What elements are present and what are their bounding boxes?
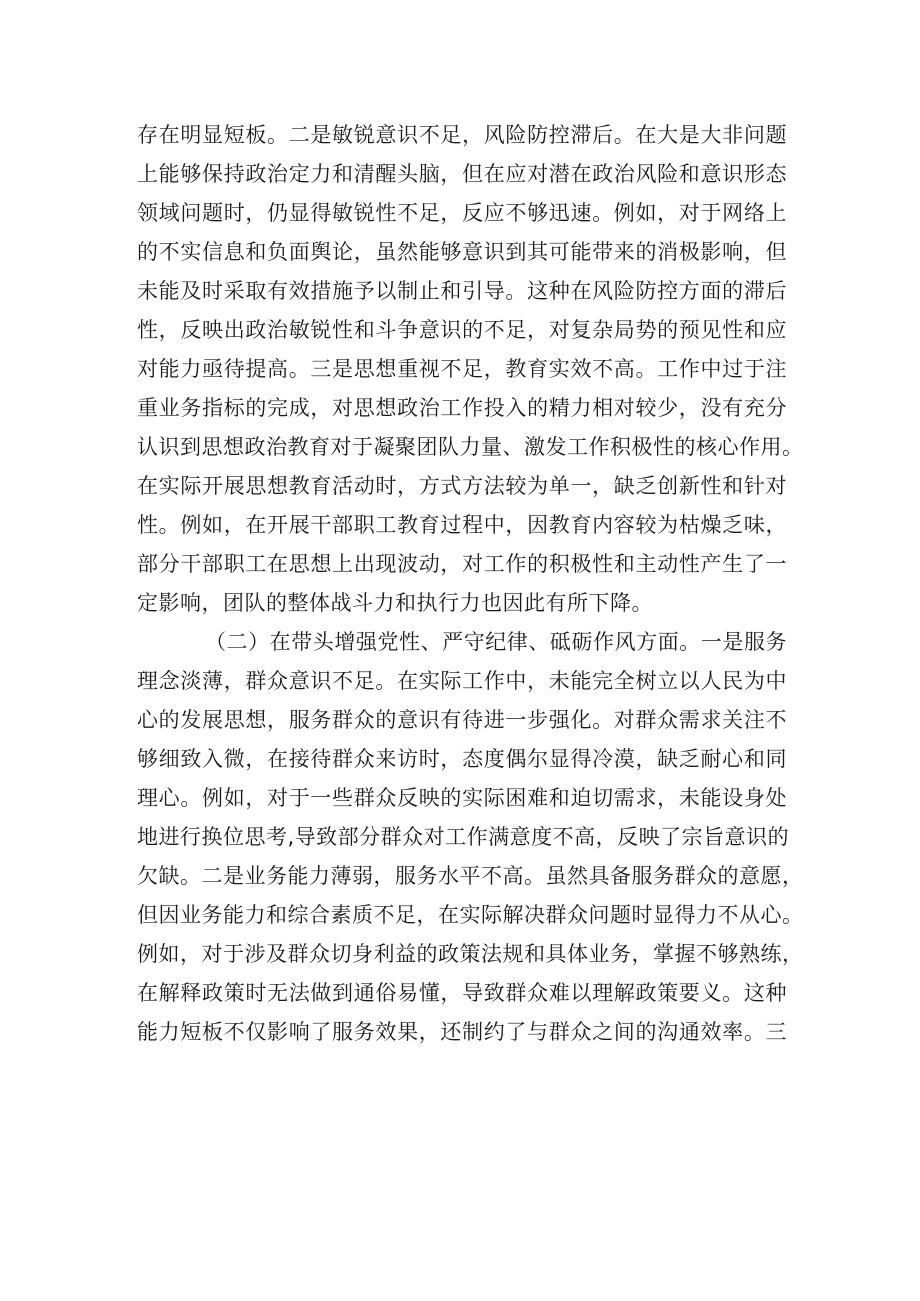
paragraph-2 bbox=[137, 623, 804, 1052]
document-body bbox=[137, 116, 804, 1052]
paragraph-line: 例如，对于涉及群众切身利益的政策法规和具体业务，掌握不够熟练， bbox=[137, 942, 804, 966]
paragraph-line: 心的发展思想，服务群众的意识有待进一步强化。对群众需求关注不 bbox=[137, 708, 787, 732]
paragraph-line: 的不实信息和负面舆论，虽然能够意识到其可能带来的消极影响，但 bbox=[137, 240, 787, 264]
paragraph-line: 定影响，团队的整体战斗力和执行力也因此有所下降。 bbox=[137, 591, 653, 615]
paragraph-line: 能力短板不仅影响了服务效果，还制约了与群众之间的沟通效率。三 bbox=[137, 1020, 787, 1044]
paragraph-line: 在解释政策时无法做到通俗易懂，导致群众难以理解政策要义。这种 bbox=[137, 981, 787, 1005]
paragraph-line: 对能力亟待提高。三是思想重视不足，教育实效不高。工作中过于注 bbox=[137, 357, 787, 381]
paragraph-line: 理心。例如，对于一些群众反映的实际困难和迫切需求，未能设身处 bbox=[137, 786, 787, 810]
paragraph-line: 地进行换位思考,导致部分群众对工作满意度不高，反映了宗旨意识的 bbox=[137, 825, 790, 849]
paragraph-line: 领域问题时，仍显得敏锐性不足，反应不够迅速。例如，对于网络上 bbox=[137, 201, 787, 225]
paragraph-line: 在实际开展思想教育活动时，方式方法较为单一，缺乏创新性和针对 bbox=[137, 474, 787, 498]
paragraph-line: 存在明显短板。二是敏锐意识不足，风险防控滞后。在大是大非问题 bbox=[137, 123, 787, 147]
paragraph-line: 理念淡薄，群众意识不足。在实际工作中，未能完全树立以人民为中 bbox=[137, 669, 787, 693]
paragraph-line: 重业务指标的完成，对思想政治工作投入的精力相对较少，没有充分 bbox=[137, 396, 787, 420]
paragraph-line: 够细致入微，在接待群众来访时，态度偶尔显得冷漠，缺乏耐心和同 bbox=[137, 747, 787, 771]
paragraph-line: 部分干部职工在思想上出现波动，对工作的积极性和主动性产生了一 bbox=[137, 552, 787, 576]
paragraph-line: 认识到思想政治教育对于凝聚团队力量、激发工作积极性的核心作用。 bbox=[137, 435, 804, 459]
paragraph-line: 性，反映出政治敏锐性和斗争意识的不足，对复杂局势的预见性和应 bbox=[137, 318, 787, 342]
paragraph-line: （二）在带头增强党性、严守纪律、砥砺作风方面。一是服务 bbox=[205, 630, 787, 654]
paragraph-line: 性。例如，在开展干部职工教育过程中，因教育内容较为枯燥乏味， bbox=[137, 513, 787, 537]
paragraph-1 bbox=[137, 116, 804, 623]
paragraph-line: 上能够保持政治定力和清醒头脑，但在应对潜在政治风险和意识形态 bbox=[137, 162, 787, 186]
paragraph-line: 未能及时采取有效措施予以制止和引导。这种在风险防控方面的滞后 bbox=[137, 279, 787, 303]
paragraph-line: 欠缺。二是业务能力薄弱，服务水平不高。虽然具备服务群众的意愿， bbox=[137, 864, 804, 888]
paragraph-line: 但因业务能力和综合素质不足，在实际解决群众问题时显得力不从心。 bbox=[137, 903, 804, 927]
